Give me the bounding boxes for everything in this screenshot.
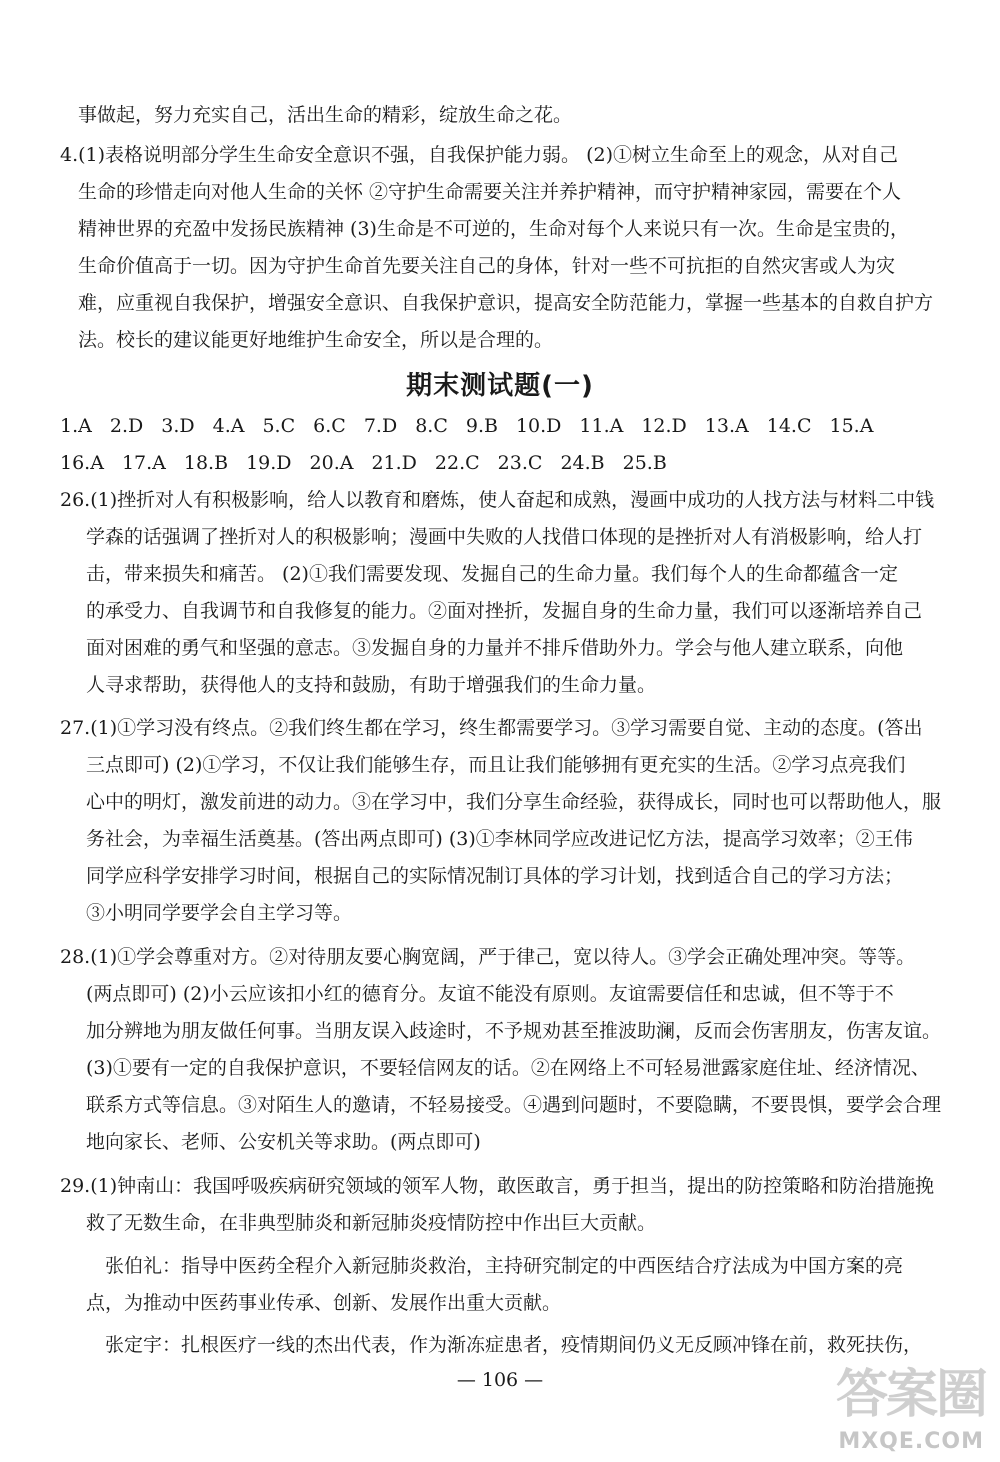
answer-row-2 xyxy=(60,451,685,475)
answer-item: 1.A xyxy=(60,415,92,437)
answer-item: 2.D xyxy=(109,415,144,437)
text-line: 事做起，努力充实自己，活出生命的精彩，绽放生命之花。 xyxy=(78,104,573,126)
answer-item: 19.D xyxy=(246,452,292,474)
answer-item: 25.B xyxy=(622,452,667,474)
answer-item: 18.B xyxy=(183,452,229,474)
text-line: 4.(1)表格说明部分学生生命安全意识不强，自我保护能力弱。 (2)①树立生命至上的观念，从对自己 xyxy=(60,144,898,166)
answer-item: 22.C xyxy=(434,452,480,474)
text-line: 28.(1)①学会尊重对方。②对待朋友要心胸宽阔，严于律己，宽以待人。③学会正确处理冲突。等等。 xyxy=(60,946,916,968)
watermark-url: MXQE.COM xyxy=(838,1429,984,1454)
answer-item: 12.D xyxy=(641,415,687,437)
answer-item: 4.A xyxy=(212,415,245,437)
text-line: 击，带来损失和痛苦。 (2)①我们需要发现、发掘自己的生命力量。我们每个人的生命都蕴含一定 xyxy=(86,563,898,585)
answer-item: 20.A xyxy=(309,452,354,474)
answer-item: 17.A xyxy=(121,452,166,474)
text-line: 面对困难的勇气和坚强的意志。③发掘自身的力量并不排斥借助外力。学会与他人建立联系，向他 xyxy=(86,637,904,659)
answer-row-1 xyxy=(60,414,891,438)
answer-item: 5.C xyxy=(262,415,296,437)
text-line: 务社会，为幸福生活奠基。(答出两点即可) (3)①李林同学应改进记忆方法，提高学习效率；②王伟 xyxy=(86,828,913,850)
text-line: ③小明同学要学会自主学习等。 xyxy=(86,902,353,924)
answer-item: 14.C xyxy=(766,415,812,437)
watermark-logo xyxy=(804,1348,994,1458)
answer-item: 8.C xyxy=(415,415,448,437)
text-line: 26.(1)挫折对人有积极影响，给人以教育和磨炼，使人奋起和成熟，漫画中成功的人找方法与材料二中钱 xyxy=(60,489,935,511)
text-line: (3)①要有一定的自我保护意识，不要轻信网友的话。②在网络上不可轻易泄露家庭住址、经济情况、 xyxy=(86,1057,930,1079)
section-title: 期末测试题(一) xyxy=(406,371,594,401)
answer-item: 15.A xyxy=(829,415,874,437)
text-line: 学森的话强调了挫折对人的积极影响；漫画中失败的人找借口体现的是挫折对人有消极影响，给人打 xyxy=(86,526,923,548)
answer-item: 3.D xyxy=(161,415,195,437)
text-line: 心中的明灯，激发前进的动力。③在学习中，我们分享生命经验，获得成长，同时也可以帮助他人，服 xyxy=(86,791,942,813)
answer-item: 13.A xyxy=(704,415,749,437)
text-line: (两点即可) (2)小云应该扣小红的德育分。友谊不能没有原则。友谊需要信任和忠诚，但不等于不 xyxy=(86,983,894,1005)
answer-item: 10.D xyxy=(515,415,562,437)
text-line: 三点即可) (2)①学习，不仅让我们能够生存，而且让我们能够拥有更充实的生活。②学习点亮我们 xyxy=(86,754,906,776)
text-line: 地向家长、老师、公安机关等求助。(两点即可) xyxy=(86,1131,481,1153)
text-line: 张定宇：扎根医疗一线的杰出代表，作为渐冻症患者，疫情期间仍义无反顾冲锋在前，救死扶伤， xyxy=(105,1334,923,1356)
text-line: 同学应科学安排学习时间，根据自己的实际情况制订具体的学习计划，找到适合自己的学习方法； xyxy=(86,865,904,887)
answer-item: 11.A xyxy=(579,415,624,437)
text-line: 张伯礼：指导中医药全程介入新冠肺炎救治，主持研究制定的中西医结合疗法成为中国方案的亮 xyxy=(105,1255,904,1277)
text-line: 27.(1)①学习没有终点。②我们终生都在学习，终生都需要学习。③学习需要自觉、主动的态度。(答出 xyxy=(60,717,923,739)
text-line: 生命的珍惜走向对他人生命的关怀 ②守护生命需要关注并养护精神，而守护精神家园，需要在个人 xyxy=(78,181,902,203)
answer-item: 21.D xyxy=(371,452,417,474)
text-line: 生命价值高于一切。因为守护生命首先要关注自己的身体，针对一些不可抗拒的自然灾害或人为灾 xyxy=(78,255,896,277)
text-line: 加分辨地为朋友做任何事。当朋友误入歧途时，不予规劝甚至推波助澜，反而会伤害朋友，伤害友谊。 xyxy=(86,1020,942,1042)
answer-item: 16.A xyxy=(60,452,104,474)
answer-item: 9.B xyxy=(465,415,498,437)
text-line: 联系方式等信息。③对陌生人的邀请，不轻易接受。④遇到问题时，不要隐瞒，不要畏惧，要学会合理 xyxy=(86,1094,942,1116)
watermark-text: 答案圈 xyxy=(835,1365,986,1425)
text-line: 的承受力、自我调节和自我修复的能力。②面对挫折，发掘自身的生命力量，我们可以逐渐培养自己 xyxy=(86,600,923,622)
text-line: 难，应重视自我保护，增强安全意识、自我保护意识，提高安全防范能力，掌握一些基本的自救自护方 xyxy=(78,292,934,314)
text-line: 救了无数生命，在非典型肺炎和新冠肺炎疫情防控中作出巨大贡献。 xyxy=(86,1212,657,1234)
answer-item: 7.D xyxy=(363,415,398,437)
answer-item: 6.C xyxy=(313,415,346,437)
text-line: 点，为推动中医药事业传承、创新、发展作出重大贡献。 xyxy=(86,1292,562,1314)
page-number: — 106 — xyxy=(456,1369,544,1391)
text-line: 人寻求帮助，获得他人的支持和鼓励，有助于增强我们的生命力量。 xyxy=(86,674,657,696)
answer-item: 23.C xyxy=(497,452,543,474)
answer-item: 24.B xyxy=(560,452,605,474)
text-line: 29.(1)钟南山：我国呼吸疾病研究领域的领军人物，敢医敢言，勇于担当，提出的防控策略和防治措施挽 xyxy=(60,1175,935,1197)
text-line: 精神世界的充盈中发扬民族精神 (3)生命是不可逆的，生命对每个人来说只有一次。生命是宝贵的， xyxy=(78,218,909,240)
text-line: 法。校长的建议能更好地维护生命安全，所以是合理的。 xyxy=(78,329,554,351)
